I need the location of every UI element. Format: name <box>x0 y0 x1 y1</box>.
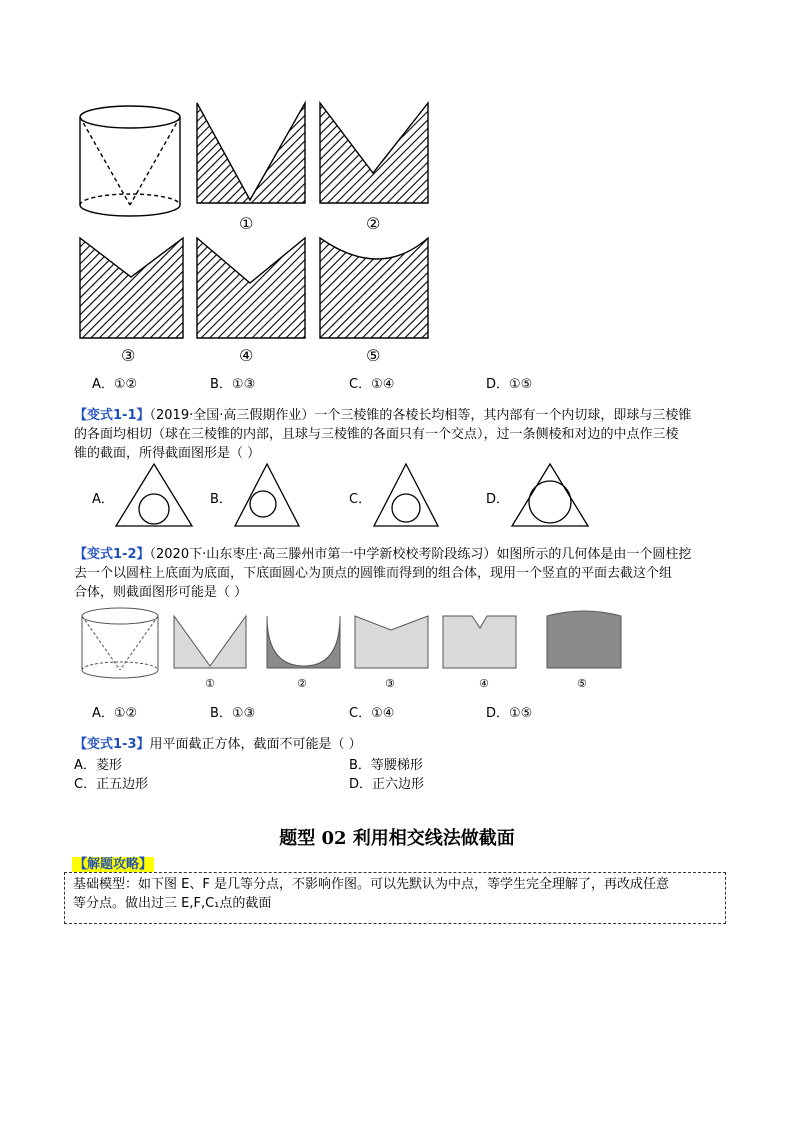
v11-option-c[interactable]: C． <box>349 492 372 507</box>
v12-shape-4 <box>443 616 516 668</box>
v12-shape-3 <box>355 616 428 668</box>
v13-text: 用平面截正方体，截面不可能是（ ） <box>149 737 362 752</box>
v11-figure-c <box>372 462 440 528</box>
v12-text-1: （2020下·山东枣庄·高三滕州市第一中学新校校考阶段练习）如图所示的几何体是由一个圆柱挖 <box>149 547 692 562</box>
v12-shape-1 <box>174 616 246 668</box>
v13-option-c[interactable]: C．正五边形 <box>74 777 149 792</box>
v13-option-d[interactable]: D．正六边形 <box>349 777 425 792</box>
v13-question <box>74 735 734 754</box>
cylinder-cone-solid <box>80 106 180 216</box>
figure-label-4: ④ <box>239 346 254 365</box>
section-shape-3 <box>80 238 183 338</box>
figure-cylinder-sections <box>70 95 450 370</box>
v12-shape-5 <box>547 611 621 668</box>
v12-label-2: ② <box>297 677 307 690</box>
q1-option-b[interactable]: B．①③ <box>210 377 256 392</box>
v11-option-b[interactable]: B． <box>210 492 232 507</box>
v11-text-1: （2019·全国·高三假期作业）一个三棱锥的各棱长均相等，其内部有一个内切球，即球与三棱锥 <box>149 408 692 423</box>
figure-label-5: ⑤ <box>366 346 381 365</box>
v11-option-a[interactable]: A． <box>92 492 114 507</box>
v13-option-a[interactable]: A．菱形 <box>74 758 122 773</box>
figure-label-1: ① <box>239 214 254 233</box>
q1-option-d[interactable]: D．①⑤ <box>486 377 533 392</box>
v12-option-c[interactable]: C．①④ <box>349 706 395 721</box>
figure-label-3: ③ <box>121 346 136 365</box>
v11-text-2: 的各面均相切（球在三棱锥的内部，且球与三棱锥的各面只有一个交点），过一条侧棱和对边的中点作三棱 <box>74 427 679 442</box>
figure-v12-sections <box>76 604 636 684</box>
q1-option-c[interactable]: C．①④ <box>349 377 395 392</box>
v12-question <box>74 545 734 602</box>
strategy-box <box>64 872 726 924</box>
v12-label-4: ④ <box>479 677 489 690</box>
v11-question <box>74 406 734 463</box>
figure-label-2: ② <box>366 214 381 233</box>
v12-text-3: 合体，则截面图形可能是（ ） <box>74 585 248 600</box>
v11-tag: 【变式1-1】 <box>74 408 150 423</box>
strategy-tag-text: 【解题攻略】 <box>74 857 153 872</box>
q1-option-a[interactable]: A．①② <box>92 377 138 392</box>
v12-tag: 【变式1-2】 <box>74 547 150 562</box>
v13-option-b[interactable]: B．等腰梯形 <box>349 758 423 773</box>
strategy-tag <box>72 853 154 872</box>
v12-label-3: ③ <box>385 677 395 690</box>
section-shape-5 <box>320 238 428 338</box>
v11-figure-b <box>233 462 301 528</box>
v12-label-1: ① <box>205 677 215 690</box>
v11-figure-a <box>114 462 194 528</box>
v12-option-d[interactable]: D．①⑤ <box>486 706 533 721</box>
section-title: 题型 02 利用相交线法做截面 <box>279 828 515 849</box>
strategy-line-2: 等分点。做出过三 E,F,C₁点的截面 <box>73 896 272 911</box>
v13-tag: 【变式1-3】 <box>74 737 150 752</box>
v11-figure-d <box>510 462 590 528</box>
v12-label-5: ⑤ <box>577 677 587 690</box>
section-shape-1 <box>197 103 305 203</box>
v12-text-2: 去一个以圆柱上底面为底面，下底面圆心为顶点的圆锥而得到的组合体，现用一个竖直的平面去截这个组 <box>74 566 673 581</box>
v12-option-b[interactable]: B．①③ <box>210 706 256 721</box>
v11-text-3: 锥的截面，所得截面图形是（ ） <box>74 446 261 461</box>
strategy-line-1: 基础模型：如下图 E、F 是几等分点，不影响作图。可以先默认为中点，等学生完全理解了，再改成任意 <box>73 877 669 892</box>
section-shape-4 <box>197 238 305 338</box>
section-shape-2 <box>320 103 428 203</box>
v12-cylinder-solid <box>82 608 158 678</box>
v11-option-d[interactable]: D． <box>486 492 510 507</box>
v12-option-a[interactable]: A．①② <box>92 706 138 721</box>
